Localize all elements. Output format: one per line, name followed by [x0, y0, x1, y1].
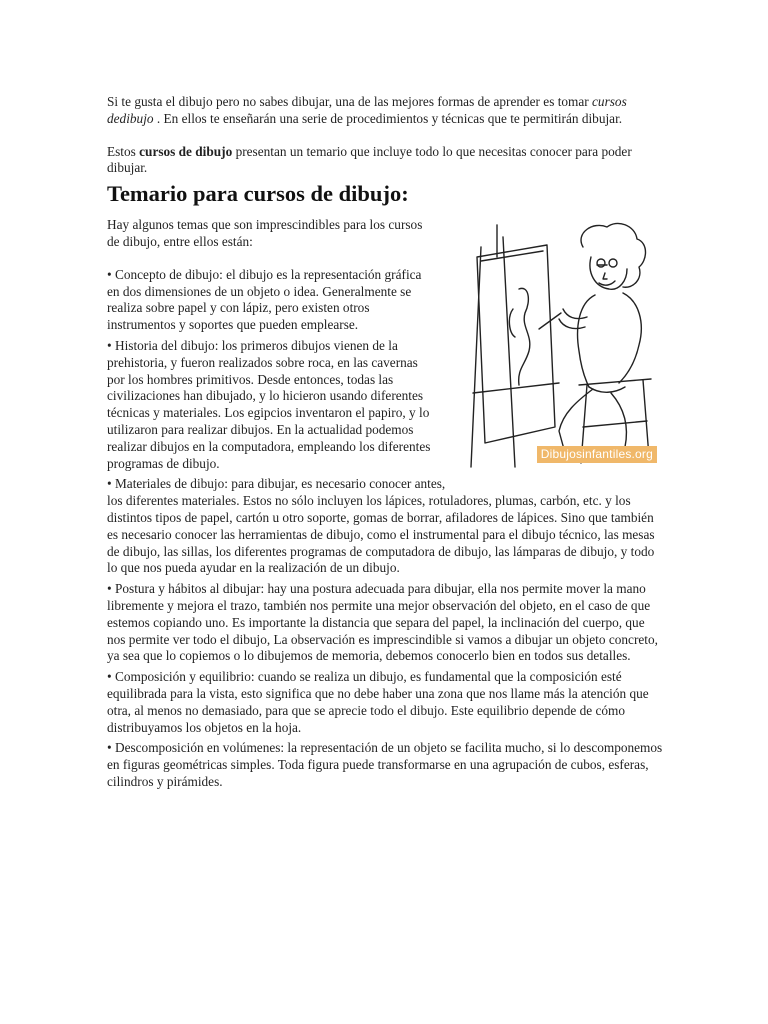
artist-illustration	[467, 217, 663, 471]
watermark-label: Dibujosinfantiles.org	[537, 446, 657, 463]
lead-paragraph: Hay algunos temas que son imprescindibles para los cursos de dibujo, entre ellos están:	[107, 217, 423, 249]
intro-text-start: Si te gusta el dibujo pero no sabes dibujar, una de las mejores formas de aprender es tomar	[107, 94, 593, 109]
bullet-concepto: • Concepto de dibujo: el dibujo es la representación gráfica en dos dimensiones de un objeto o idea. Generalmente se realiza sobre papel y con lápiz, pero existen otros instrumentos y soportes que pueden emplearse.	[107, 266, 422, 333]
intro2-bold-text: cursos de dibujo	[139, 143, 233, 159]
intro-paragraph-2	[107, 144, 663, 178]
bullet-postura: • Postura y hábitos al dibujar: hay una postura adecuada para dibujar, ella nos permite mover la mano libremente y mejora el trazo, también nos permite una mejor observación del objeto, en el caso de que estemos copiando uno. Es importante la distancia que separa del papel, la inclinación del cuerpo, que nos permite ver todo el dibujo, La observación es imprescindible si vamos a dibujar un objeto concreto, ya sea que lo copiemos o lo dibujemos de memoria, debemos conocerlo bien en todos sus detalles.	[107, 581, 658, 664]
section-heading: Temario para cursos de dibujo:	[107, 181, 409, 207]
bullet-materiales: • Materiales de dibujo: para dibujar, es necesario conocer antes, los diferentes materiales. Estos no sólo incluyen los lápices, rotuladores, plumas, carbón, etc. y los distintos tipos de papel, cartón u otro soporte, gomas de borrar, afiladores de lápices. Sino que también es necesario conocer las herramientas de dibujo, como el instrumental para el dibujo técnico, las mesas de dibujo, las sillas, los diferentes programas de computadora de dibujo, las lámparas de dibujo, y todo lo que nos pueda ayudar en la realización de un dibujo.	[107, 476, 655, 576]
cursos-link-text[interactable]: cursos dedibujo	[107, 94, 627, 126]
bullet-historia: • Historia del dibujo: los primeros dibujos vienen de la prehistoria, y fueron realizados sobre roca, en las cavernas por los hombres primitivos. Desde entonces, todas las civilizaciones han dibujado, y lo hicieron usando diferentes técnicas y materiales. Los egipcios inventaron el papiro, y lo utilizaron para realizar dibujos. En la actualidad podemos realizar dibujos en la computadora, empleando los diferentes programas de dibujo.	[107, 337, 431, 471]
artist-drawing-icon	[467, 217, 663, 471]
document-page	[107, 94, 663, 795]
intro-paragraph-1	[107, 94, 663, 128]
bullet-descomposicion: • Descomposición en volúmenes: la representación de un objeto se facilita mucho, si lo descomponemos en figuras geométricas simples. Toda figura puede transformarse en una agrupación de cubos, esferas, cilindros y pirámides.	[107, 740, 663, 789]
intro2-text-end: presentan un temario que incluye todo lo que necesitas conocer para poder dibujar.	[107, 143, 632, 176]
intro2-text-start: Estos	[107, 143, 140, 159]
bullet-composicion: • Composición y equilibrio: cuando se realiza un dibujo, es fundamental que la composición esté equilibrada para la vista, esto significa que no debe haber una zona que nos llame más la atención que otra, al menos no demasiado, para que se aprecie todo el dibujo. Este equilibrio depende de cómo distribuyamos los objetos en la hoja.	[107, 669, 649, 735]
intro-text-end: . En ellos te enseñarán una serie de procedimientos y técnicas que te permitirán dibujar.	[153, 110, 623, 126]
